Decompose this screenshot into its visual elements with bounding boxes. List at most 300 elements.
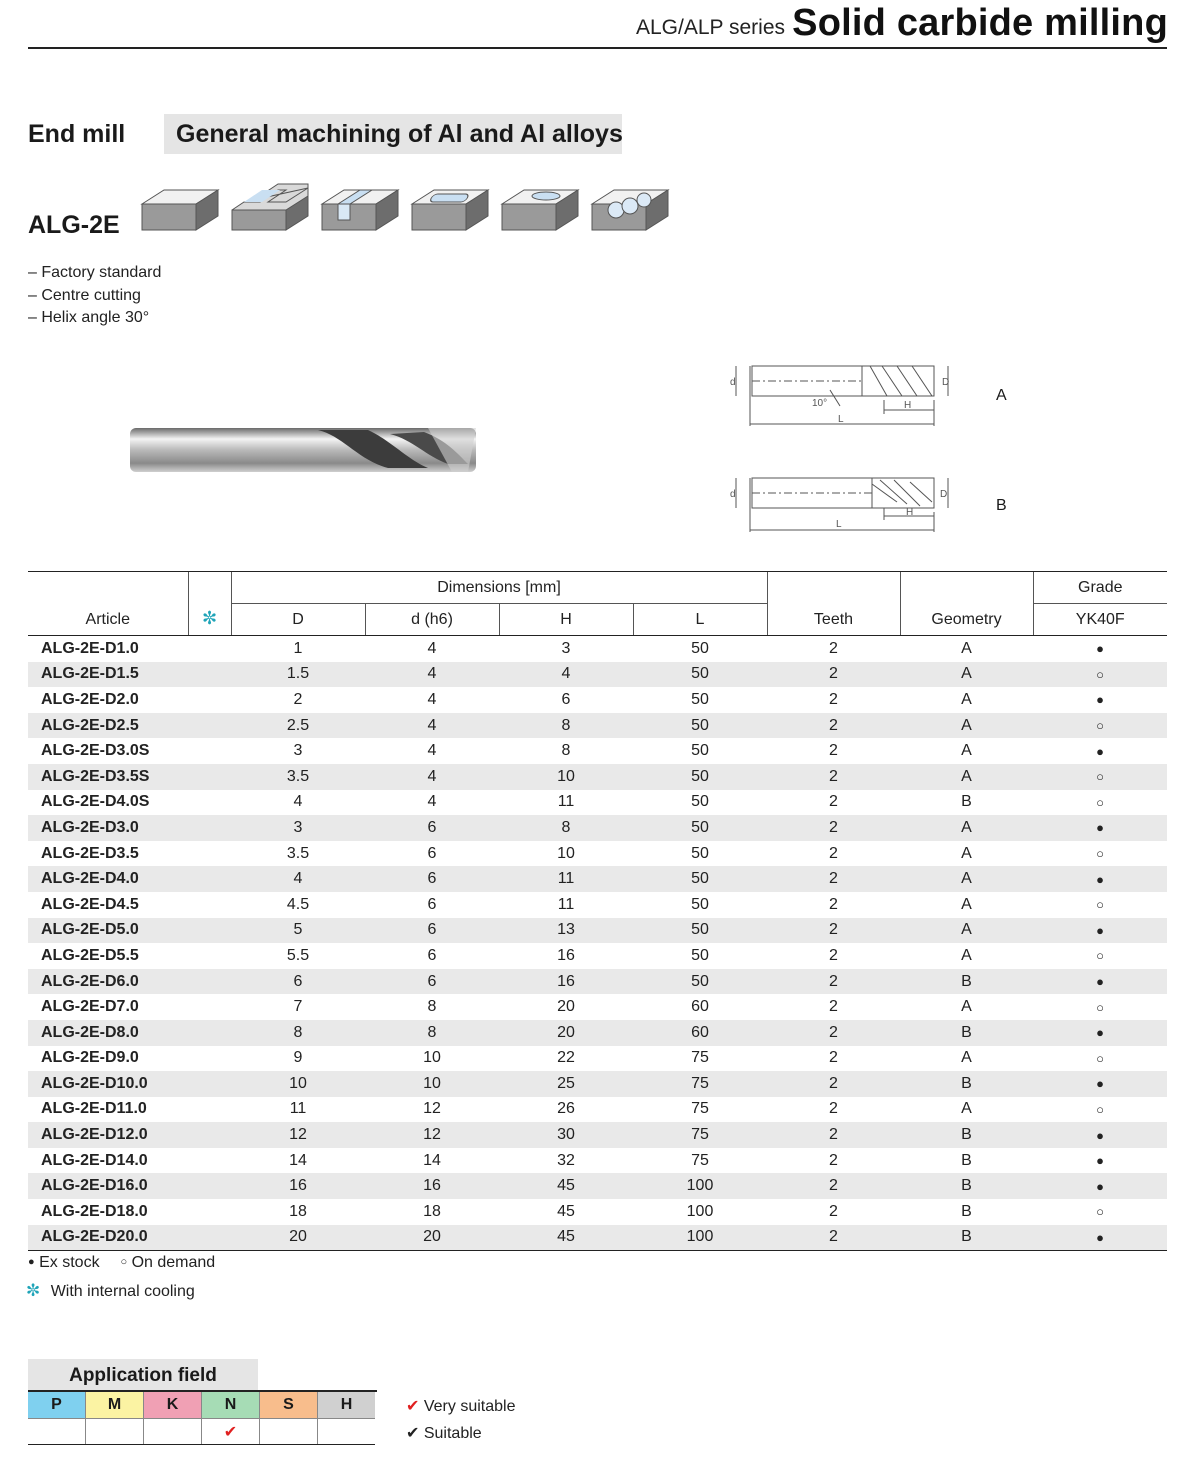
- drawing-geometry-b: [722, 472, 962, 538]
- cell-D: 14: [289, 1151, 307, 1169]
- cell-grade: ○: [1096, 846, 1104, 862]
- cell-H: 13: [499, 918, 633, 944]
- plunge-pocket-icon: [500, 176, 580, 234]
- cell-cooling: [188, 918, 231, 944]
- cell-L: 50: [691, 793, 709, 811]
- cell-L: 50: [691, 742, 709, 760]
- cell-L: 75: [691, 1049, 709, 1067]
- cell-teeth: 2: [829, 1100, 838, 1118]
- cell-article: ALG-2E-D4.5: [41, 895, 139, 913]
- cell-L: 50: [691, 895, 709, 913]
- cell-teeth: 2: [767, 969, 900, 995]
- cell-cooling: [188, 994, 231, 1020]
- cell-L: 100: [686, 1202, 714, 1220]
- col-d-header: d (h6): [365, 604, 499, 636]
- cell-article: ALG-2E-D4.0: [28, 866, 188, 892]
- cell-geometry: A: [900, 918, 1033, 944]
- cell-grade: ○: [1033, 713, 1167, 739]
- table-row: [28, 1097, 1167, 1123]
- dim-L-label: L: [836, 519, 842, 530]
- table-row: [28, 918, 1167, 944]
- cell-D: 4: [231, 866, 365, 892]
- header-rule: [28, 47, 1167, 49]
- cell-teeth: 2: [829, 1202, 838, 1220]
- cell-d: 4: [365, 662, 499, 688]
- cell-teeth: 2: [829, 1049, 838, 1067]
- cell-D: 5.5: [286, 946, 310, 964]
- cell-geometry: A: [961, 895, 972, 913]
- cell-D: 6: [231, 969, 365, 995]
- cell-d: 6: [427, 895, 437, 913]
- cell-grade: ○: [1033, 662, 1167, 688]
- cell-geometry: B: [961, 1202, 972, 1220]
- material-k-rating: [144, 1419, 202, 1445]
- cell-cooling: [188, 815, 231, 841]
- cell-teeth: 2: [829, 1151, 838, 1169]
- table-row: [28, 790, 1167, 816]
- cell-L: 50: [633, 969, 767, 995]
- cell-H: 11: [557, 895, 575, 913]
- dim-d-label: d: [730, 489, 736, 500]
- dim-H-label: H: [904, 400, 912, 411]
- cell-d: 20: [365, 1225, 499, 1251]
- cell-d: 4: [427, 639, 437, 657]
- cell-D: 8: [231, 1020, 365, 1046]
- dim-L-label: L: [838, 414, 844, 425]
- cell-cooling: [188, 1020, 231, 1046]
- cell-H: 45: [499, 1225, 633, 1251]
- cell-cooling: [188, 1199, 231, 1225]
- cell-cooling: [188, 1071, 231, 1097]
- cell-H: 6: [561, 690, 571, 708]
- col-D-header: D: [231, 604, 365, 636]
- cell-D: 2: [293, 690, 303, 708]
- cell-cooling: [188, 1225, 231, 1251]
- cell-L: 50: [691, 639, 709, 657]
- cell-teeth: 2: [767, 662, 900, 688]
- cell-geometry: B: [900, 1020, 1033, 1046]
- cell-H: 10: [557, 844, 575, 862]
- ex-stock-label: Ex stock: [39, 1254, 100, 1271]
- cell-article: ALG-2E-D7.0: [41, 998, 139, 1016]
- cell-d: 6: [365, 866, 499, 892]
- cell-article: ALG-2E-D4.0S: [41, 793, 150, 811]
- cell-cooling: [188, 1173, 231, 1199]
- cell-L: 50: [633, 713, 767, 739]
- page-title: Solid carbide milling: [792, 2, 1168, 44]
- cell-teeth: 2: [767, 1020, 900, 1046]
- suitable-legend: [406, 1423, 482, 1443]
- cell-article: ALG-2E-D1.0: [41, 639, 139, 657]
- cell-H: 8: [561, 742, 571, 760]
- cell-grade: ●: [1033, 1071, 1167, 1097]
- cell-grade: ○: [1096, 794, 1104, 810]
- application-field-grid: [28, 1392, 375, 1445]
- cell-grade: ●: [1033, 1122, 1167, 1148]
- cell-teeth: 2: [767, 1173, 900, 1199]
- cell-cooling: [188, 1097, 231, 1123]
- stock-legend: [28, 1254, 215, 1272]
- drilling-icon: [590, 176, 670, 234]
- cell-grade: ●: [1033, 969, 1167, 995]
- cell-d: 4: [365, 713, 499, 739]
- dim-d-label: d: [730, 377, 736, 388]
- table-row: [28, 1071, 1167, 1097]
- cell-L: 75: [691, 1151, 709, 1169]
- cell-teeth: 2: [767, 815, 900, 841]
- cell-geometry: A: [961, 1100, 972, 1118]
- cell-teeth: 2: [829, 895, 838, 913]
- dim-D-label: D: [940, 489, 948, 500]
- cell-d: 4: [427, 793, 437, 811]
- cell-cooling: [188, 738, 231, 764]
- table-row: [28, 841, 1167, 867]
- cell-L: 100: [633, 1225, 767, 1251]
- cell-D: 11: [289, 1100, 307, 1118]
- material-s-rating: [260, 1419, 318, 1445]
- col-teeth-header: Teeth: [767, 572, 900, 636]
- cell-d: 6: [365, 918, 499, 944]
- dim-angle-label: 10°: [812, 398, 828, 409]
- cell-teeth: 2: [767, 866, 900, 892]
- cell-H: 20: [499, 1020, 633, 1046]
- cell-cooling: [188, 687, 231, 713]
- cell-d: 8: [427, 998, 437, 1016]
- cell-grade: ○: [1096, 897, 1104, 913]
- very-suitable-label: Very suitable: [423, 1398, 516, 1415]
- cell-L: 50: [633, 764, 767, 790]
- cell-H: 10: [499, 764, 633, 790]
- application-field-title: Application field: [28, 1359, 258, 1391]
- cell-D: 9: [293, 1049, 303, 1067]
- cell-L: 75: [633, 1122, 767, 1148]
- col-grade-header: Grade: [1033, 572, 1167, 604]
- cell-article: ALG-2E-D1.5: [28, 662, 188, 688]
- cell-geometry: A: [961, 998, 972, 1016]
- cell-d: 4: [427, 690, 437, 708]
- cell-grade: ●: [1096, 692, 1104, 708]
- cell-article: ALG-2E-D3.5S: [28, 764, 188, 790]
- cell-D: 7: [293, 998, 303, 1016]
- cell-grade: ○: [1096, 1050, 1104, 1066]
- cell-H: 16: [557, 946, 575, 964]
- cell-D: 5: [231, 918, 365, 944]
- cell-H: 20: [557, 998, 575, 1016]
- cell-geometry: A: [900, 764, 1033, 790]
- cell-cooling: [188, 841, 231, 867]
- on-demand-label: On demand: [131, 1254, 216, 1271]
- cell-d: 18: [423, 1202, 441, 1220]
- cell-article: ALG-2E-D18.0: [41, 1202, 148, 1220]
- cell-grade: ○: [1096, 999, 1104, 1015]
- cell-d: 4: [427, 742, 437, 760]
- cell-article: ALG-2E-D2.0: [41, 690, 139, 708]
- category-title: End mill: [28, 120, 126, 148]
- cell-D: 1.5: [231, 662, 365, 688]
- cell-H: 8: [499, 815, 633, 841]
- cell-geometry: B: [900, 1071, 1033, 1097]
- cell-D: 3: [231, 815, 365, 841]
- material-p-header: P: [28, 1392, 86, 1419]
- end-mill-photo: [128, 420, 480, 478]
- cell-d: 4: [365, 764, 499, 790]
- cell-teeth: 2: [767, 713, 900, 739]
- series-label: ALG/ALP series: [636, 16, 786, 39]
- cell-article: ALG-2E-D3.5: [41, 844, 139, 862]
- cell-article: ALG-2E-D5.5: [41, 946, 139, 964]
- cell-H: 16: [499, 969, 633, 995]
- suitable-check-icon: ✔: [406, 1425, 420, 1442]
- cell-d: 12: [365, 1122, 499, 1148]
- cell-D: 3.5: [231, 764, 365, 790]
- cell-article: ALG-2E-D20.0: [28, 1225, 188, 1251]
- face-milling-icon: [140, 176, 220, 234]
- cell-L: 75: [691, 1100, 709, 1118]
- table-row: [28, 892, 1167, 918]
- cell-L: 75: [633, 1071, 767, 1097]
- cell-geometry: A: [961, 1049, 972, 1067]
- cell-L: 50: [633, 918, 767, 944]
- cell-grade: ○: [1033, 764, 1167, 790]
- col-L-header: L: [633, 604, 767, 636]
- cell-grade: ●: [1033, 1225, 1167, 1251]
- material-n-header: N: [202, 1392, 260, 1419]
- suitable-label: Suitable: [423, 1425, 482, 1442]
- table-row: [28, 1148, 1167, 1174]
- cell-H: 45: [557, 1202, 575, 1220]
- col-grade-name-header: YK40F: [1033, 604, 1167, 636]
- cell-geometry: A: [900, 662, 1033, 688]
- cell-article: ALG-2E-D16.0: [28, 1173, 188, 1199]
- cell-D: 10: [231, 1071, 365, 1097]
- cell-L: 50: [691, 844, 709, 862]
- cell-d: 6: [365, 969, 499, 995]
- cell-H: 11: [557, 793, 575, 811]
- material-k-header: K: [144, 1392, 202, 1419]
- cell-H: 30: [499, 1122, 633, 1148]
- cell-H: 11: [499, 866, 633, 892]
- cell-geometry: A: [900, 866, 1033, 892]
- table-row: [28, 1046, 1167, 1072]
- table-row: [28, 815, 1167, 841]
- cell-L: 100: [633, 1173, 767, 1199]
- cell-geometry: B: [900, 1173, 1033, 1199]
- ex-stock-symbol: ●: [28, 1256, 35, 1268]
- cell-H: 3: [561, 639, 571, 657]
- cell-article: ALG-2E-D8.0: [28, 1020, 188, 1046]
- cell-geometry: B: [900, 1225, 1033, 1251]
- cell-cooling: [188, 892, 231, 918]
- cell-cooling: [188, 764, 231, 790]
- cell-cooling: [188, 713, 231, 739]
- cell-D: 18: [289, 1202, 307, 1220]
- cell-geometry: A: [961, 742, 972, 760]
- cell-teeth: 2: [829, 639, 838, 657]
- cell-D: 12: [231, 1122, 365, 1148]
- material-n-rating: ✔: [202, 1419, 260, 1445]
- pocket-slot-icon: [410, 176, 490, 234]
- cell-d: 12: [423, 1100, 441, 1118]
- cell-cooling: [188, 662, 231, 688]
- cooling-icon: ✼: [26, 1281, 41, 1300]
- cell-cooling: [188, 943, 231, 969]
- cell-D: 20: [231, 1225, 365, 1251]
- cell-L: 50: [691, 946, 709, 964]
- cell-D: 3: [293, 742, 303, 760]
- table-row: [28, 943, 1167, 969]
- cell-D: 2.5: [231, 713, 365, 739]
- cell-H: 26: [557, 1100, 575, 1118]
- cell-teeth: 2: [829, 742, 838, 760]
- very-suitable-legend: [406, 1396, 515, 1416]
- cell-D: 4: [293, 793, 303, 811]
- feature-item: – Helix angle 30°: [28, 309, 150, 326]
- very-suitable-check-icon: ✔: [406, 1398, 420, 1415]
- material-h-rating: [318, 1419, 376, 1445]
- cell-H: 8: [499, 713, 633, 739]
- cell-D: 1: [293, 639, 303, 657]
- cell-grade: ●: [1033, 1020, 1167, 1046]
- cell-cooling: [188, 1148, 231, 1174]
- cell-article: ALG-2E-D3.0S: [41, 742, 150, 760]
- cell-L: 50: [633, 866, 767, 892]
- cell-teeth: 2: [767, 918, 900, 944]
- cell-teeth: 2: [829, 998, 838, 1016]
- cell-H: 25: [499, 1071, 633, 1097]
- table-row: [28, 1173, 1167, 1199]
- cell-article: ALG-2E-D9.0: [41, 1049, 139, 1067]
- cell-cooling: [188, 636, 231, 662]
- cell-cooling: [188, 866, 231, 892]
- cell-L: 60: [691, 998, 709, 1016]
- table-row: [28, 1020, 1167, 1046]
- cell-geometry: A: [961, 639, 972, 657]
- cell-article: ALG-2E-D10.0: [28, 1071, 188, 1097]
- cooling-label: With internal cooling: [50, 1283, 195, 1300]
- cell-article: ALG-2E-D12.0: [28, 1122, 188, 1148]
- cell-teeth: 2: [829, 690, 838, 708]
- table-row: [28, 764, 1167, 790]
- cell-cooling: [188, 969, 231, 995]
- dim-D-label: D: [942, 377, 950, 388]
- cell-grade: ●: [1096, 743, 1104, 759]
- material-s-header: S: [260, 1392, 318, 1419]
- table-row: [28, 969, 1167, 995]
- cell-d: 6: [427, 844, 437, 862]
- table-row: [28, 636, 1167, 662]
- material-m-header: M: [86, 1392, 144, 1419]
- cell-H: 32: [557, 1151, 575, 1169]
- table-row: [28, 662, 1167, 688]
- cell-grade: ●: [1033, 815, 1167, 841]
- cell-teeth: 2: [767, 1122, 900, 1148]
- cell-article: ALG-2E-D5.0: [28, 918, 188, 944]
- feature-item: – Centre cutting: [28, 287, 141, 304]
- shoulder-milling-icon: [230, 176, 310, 234]
- drawing-geometry-a: [722, 360, 962, 432]
- cell-d: 6: [365, 815, 499, 841]
- cell-grade: ○: [1096, 1204, 1104, 1220]
- cell-grade: ●: [1033, 918, 1167, 944]
- col-H-header: H: [499, 604, 633, 636]
- slot-milling-icon: [320, 176, 400, 234]
- cell-article: ALG-2E-D14.0: [41, 1151, 148, 1169]
- table-row: [28, 713, 1167, 739]
- cell-grade: ○: [1096, 1101, 1104, 1117]
- cell-grade: ●: [1033, 866, 1167, 892]
- material-p-rating: [28, 1419, 86, 1445]
- cell-geometry: B: [961, 1151, 972, 1169]
- cooling-header-icon: ✼: [188, 572, 231, 636]
- cell-grade: ●: [1033, 1173, 1167, 1199]
- geometry-b-label: B: [996, 497, 1007, 514]
- col-article-header: Article: [28, 572, 188, 636]
- cell-d: 6: [427, 946, 437, 964]
- cell-teeth: 2: [829, 793, 838, 811]
- table-row: [28, 738, 1167, 764]
- cell-geometry: B: [900, 1122, 1033, 1148]
- cell-grade: ●: [1096, 1153, 1104, 1169]
- cell-L: 50: [633, 815, 767, 841]
- cell-d: 10: [423, 1049, 441, 1067]
- cell-teeth: 2: [767, 1225, 900, 1251]
- cell-d: 16: [365, 1173, 499, 1199]
- geometry-a-label: A: [996, 387, 1007, 404]
- material-h-header: H: [318, 1392, 376, 1419]
- cell-geometry: A: [961, 844, 972, 862]
- cell-H: 45: [499, 1173, 633, 1199]
- table-row: [28, 866, 1167, 892]
- cell-geometry: A: [900, 815, 1033, 841]
- cell-grade: ○: [1096, 948, 1104, 964]
- cell-teeth: 2: [767, 764, 900, 790]
- cell-d: 8: [365, 1020, 499, 1046]
- cooling-legend: [26, 1281, 195, 1301]
- application-title: General machining of Al and Al alloys: [176, 120, 623, 148]
- article-table: [28, 571, 1167, 1251]
- cell-teeth: 2: [829, 844, 838, 862]
- table-row: [28, 1122, 1167, 1148]
- cell-article: ALG-2E-D6.0: [28, 969, 188, 995]
- col-geometry-header: Geometry: [900, 572, 1033, 636]
- table-row: [28, 1225, 1167, 1251]
- cell-D: 3.5: [286, 844, 310, 862]
- cell-H: 22: [557, 1049, 575, 1067]
- cell-cooling: [188, 1122, 231, 1148]
- cell-L: 50: [691, 690, 709, 708]
- model-title: ALG-2E: [28, 211, 120, 239]
- table-row: [28, 1199, 1167, 1225]
- col-dimensions-header: Dimensions [mm]: [231, 572, 767, 604]
- on-demand-symbol: ○: [120, 1256, 128, 1268]
- cell-L: 60: [633, 1020, 767, 1046]
- cell-cooling: [188, 1046, 231, 1072]
- cell-geometry: B: [900, 969, 1033, 995]
- cell-d: 10: [365, 1071, 499, 1097]
- cell-H: 4: [499, 662, 633, 688]
- cell-grade: ●: [1096, 641, 1104, 657]
- cell-geometry: B: [961, 793, 972, 811]
- cell-article: ALG-2E-D11.0: [41, 1100, 147, 1118]
- cell-D: 4.5: [286, 895, 310, 913]
- cell-L: 50: [633, 662, 767, 688]
- table-row: [28, 687, 1167, 713]
- cell-cooling: [188, 790, 231, 816]
- feature-item: – Factory standard: [28, 264, 162, 281]
- cell-d: 14: [423, 1151, 441, 1169]
- material-m-rating: [86, 1419, 144, 1445]
- cell-teeth: 2: [829, 946, 838, 964]
